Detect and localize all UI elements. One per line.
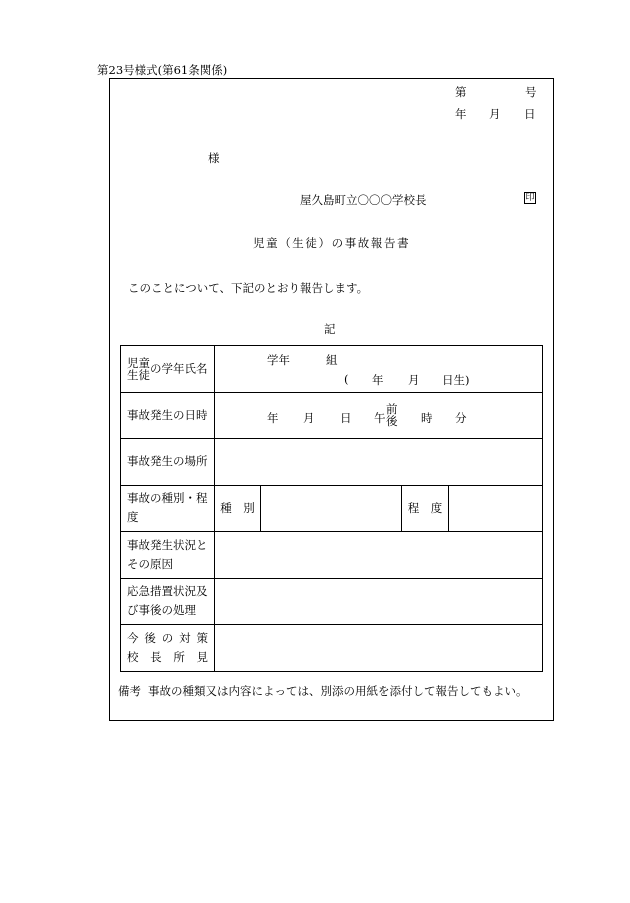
name-value-cell[interactable] bbox=[215, 346, 543, 393]
remarks-text: 事故の種類又は内容によっては、別添の用紙を添付して報告してもよい。 bbox=[148, 684, 528, 698]
measures-label-line2 bbox=[127, 648, 214, 667]
measures-label-line1 bbox=[127, 629, 214, 648]
dt-noon-text: 午 bbox=[374, 410, 386, 425]
am-pm-stack bbox=[386, 403, 398, 427]
document-title: 児童（生徒）の事故報告書 bbox=[253, 236, 411, 250]
degree-sub-label: 程 度 bbox=[402, 485, 449, 532]
name-label-cell bbox=[121, 346, 215, 393]
measures-value-cell[interactable] bbox=[215, 625, 543, 672]
measures-label-cell bbox=[121, 625, 215, 672]
name-label-rest: の学年氏名 bbox=[150, 361, 208, 376]
number-suffix: 号 bbox=[525, 85, 537, 99]
char: 策 bbox=[196, 630, 208, 645]
birth-year-text: 年 bbox=[372, 373, 384, 387]
addressee-suffix: 様 bbox=[208, 151, 220, 165]
report-table bbox=[120, 345, 543, 672]
dt-month-text: 月 bbox=[303, 410, 315, 425]
table-row bbox=[121, 625, 543, 672]
dt-day-text: 日 bbox=[340, 410, 352, 425]
number-prefix: 第 bbox=[455, 85, 467, 99]
kind-sub-label: 種 別 bbox=[215, 485, 261, 532]
pm-text: 後 bbox=[386, 413, 398, 428]
datetime-value-cell[interactable] bbox=[215, 392, 543, 439]
intro-text: このことについて、下記のとおり報告します。 bbox=[128, 281, 369, 295]
table-row bbox=[121, 346, 543, 393]
sender-name: 屋久島町立〇〇〇学校長 bbox=[300, 193, 427, 207]
char: 見 bbox=[196, 649, 208, 664]
datetime-label: 事故発生の日時 bbox=[121, 392, 215, 439]
date-year: 年 bbox=[455, 107, 467, 121]
birth-day-text: 日生) bbox=[442, 373, 470, 387]
birth-open-paren: ( bbox=[344, 372, 349, 386]
form-number: 第23号様式(第61条関係) bbox=[97, 63, 228, 77]
situation-label-cell bbox=[121, 532, 215, 579]
dt-year-text: 年 bbox=[267, 410, 279, 425]
am-text: 前 bbox=[386, 401, 398, 416]
grade-text: 学年 bbox=[267, 353, 290, 367]
table-row bbox=[121, 392, 543, 439]
kind-value-cell[interactable] bbox=[261, 485, 402, 532]
situation-label-line1: 事故発生状況と bbox=[127, 537, 208, 552]
ki-heading: 記 bbox=[324, 322, 336, 336]
emergency-label-cell bbox=[121, 578, 215, 625]
label-student: 生徒 bbox=[127, 367, 150, 382]
place-label: 事故発生の場所 bbox=[121, 439, 215, 486]
dt-minute-text: 分 bbox=[455, 410, 467, 425]
birth-month-text: 月 bbox=[408, 373, 420, 387]
class-text: 組 bbox=[326, 353, 338, 367]
table-row bbox=[121, 578, 543, 625]
kind-label-line2: 度 bbox=[127, 510, 139, 525]
char: の bbox=[161, 630, 174, 645]
table-row bbox=[121, 485, 543, 532]
table-row bbox=[121, 439, 543, 486]
emergency-label-line1: 応急措置状況及 bbox=[127, 584, 208, 599]
degree-value-cell[interactable] bbox=[449, 485, 543, 532]
kind-label-cell bbox=[121, 485, 215, 532]
remarks-label: 備考 bbox=[118, 684, 141, 698]
situation-value-cell[interactable] bbox=[215, 532, 543, 579]
kind-label-line1: 事故の種別・程 bbox=[127, 491, 208, 506]
char: 対 bbox=[179, 630, 191, 645]
emergency-label-line2: び事後の処理 bbox=[127, 603, 196, 618]
char: 今 bbox=[127, 630, 139, 645]
seal-mark: 印 bbox=[525, 193, 535, 203]
char: 長 bbox=[150, 649, 162, 664]
situation-label-line2: その原因 bbox=[127, 556, 173, 571]
place-value-cell[interactable] bbox=[215, 439, 543, 486]
char: 校 bbox=[127, 649, 139, 664]
char: 後 bbox=[144, 630, 156, 645]
label-child: 児童 bbox=[127, 355, 150, 370]
student-type-stack bbox=[127, 357, 150, 381]
table-row bbox=[121, 532, 543, 579]
date-day: 日 bbox=[524, 107, 536, 121]
dt-hour-text: 時 bbox=[421, 410, 433, 425]
emergency-value-cell[interactable] bbox=[215, 578, 543, 625]
char: 所 bbox=[173, 649, 185, 664]
date-month: 月 bbox=[489, 107, 501, 121]
